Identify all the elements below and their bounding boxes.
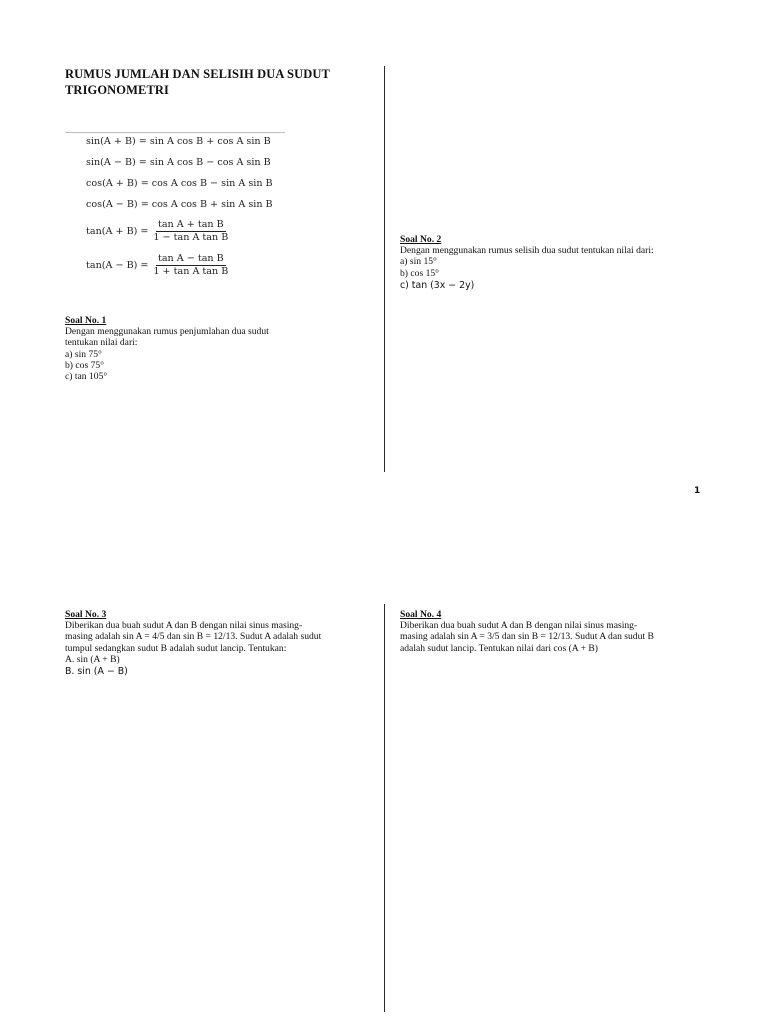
question-3 [65,609,375,678]
formula-lhs: sin(A − B) [86,157,136,168]
question-line: A. sin (A + B) [65,653,120,665]
question-heading: Soal No. 4 [400,609,442,620]
formula-sin-sum [86,136,271,147]
formula-rhs: cos A cos B + sin A sin B [151,199,273,210]
question-line: Diberikan dua buah sudut A dan B dengan nilai sinus masing- [65,620,303,632]
question-heading: Soal No. 1 [65,315,107,326]
formula-lhs: tan(A + B) [86,226,138,237]
equals-sign: = [138,136,147,147]
formula-sin-difference [86,157,271,168]
question-line: Dengan menggunakan rumus selisih dua sudut tentukan nilai dari: [400,245,654,257]
equals-sign: = [140,178,149,189]
formula-tan-sum [86,219,230,244]
equals-sign: = [140,260,149,271]
fraction-numerator: tan A − tan B [157,253,224,264]
column-divider [384,604,385,1012]
question-line: a) sin 15° [400,256,437,268]
question-line: masing adalah sin A = 4/5 dan sin B = 12/13. Sudut A adalah sudut [65,631,322,643]
question-2 [400,234,730,292]
page-number: 1 [694,486,701,496]
formula-rhs: cos A cos B − sin A sin B [151,178,273,189]
question-line: Diberikan dua buah sudut A dan B dengan nilai sinus masing- [400,620,638,632]
question-line: tumpul sedangkan sudut B adalah sudut lancip. Tentukan: [65,642,287,654]
question-heading: Soal No. 3 [65,609,107,620]
equals-sign: = [140,199,149,210]
question-line: b) cos 75° [65,359,105,371]
formula-separator [65,132,285,133]
fraction [151,253,230,278]
formula-rhs: sin A cos B − cos A sin B [149,157,271,168]
question-line: masing adalah sin A = 3/5 dan sin B = 12/13. Sudut A dan sudut B [400,631,654,643]
formula-lhs: cos(A + B) [86,178,138,189]
question-4 [400,609,720,654]
equals-sign: = [138,157,147,168]
formula-tan-difference [86,253,230,278]
question-line: a) sin 75° [65,348,102,360]
formula-cos-sum [86,178,273,189]
question-line: tentukan nilai dari: [65,337,138,349]
question-1 [65,315,365,382]
formula-lhs: cos(A − B) [86,199,138,210]
document-page-2 [0,512,768,1024]
question-heading: Soal No. 2 [400,234,442,245]
question-line: Dengan menggunakan rumus penjumlahan dua sudut [65,326,269,338]
column-divider [384,66,385,472]
question-line: b) cos 15° [400,267,440,279]
document-title: RUMUS JUMLAH DAN SELISIH DUA SUDUT TRIGONOMETRI [65,67,330,97]
fraction [151,219,230,244]
formula-cos-difference [86,199,273,210]
question-line: adalah sudut lancip. Tentukan nilai dari cos (A + B) [400,642,598,654]
question-line: B. sin (A − B) [65,666,128,678]
equals-sign: = [140,226,149,237]
formula-lhs: tan(A − B) [86,260,138,271]
formula-lhs: sin(A + B) [86,136,136,147]
fraction-numerator: tan A + tan B [157,219,224,230]
question-line: c) tan (3x − 2y) [400,279,475,291]
formula-rhs: sin A cos B + cos A sin B [149,136,271,147]
fraction-denominator: 1 − tan A tan B [153,232,229,243]
fraction-denominator: 1 + tan A tan B [153,266,229,277]
question-line: c) tan 105° [65,371,108,383]
